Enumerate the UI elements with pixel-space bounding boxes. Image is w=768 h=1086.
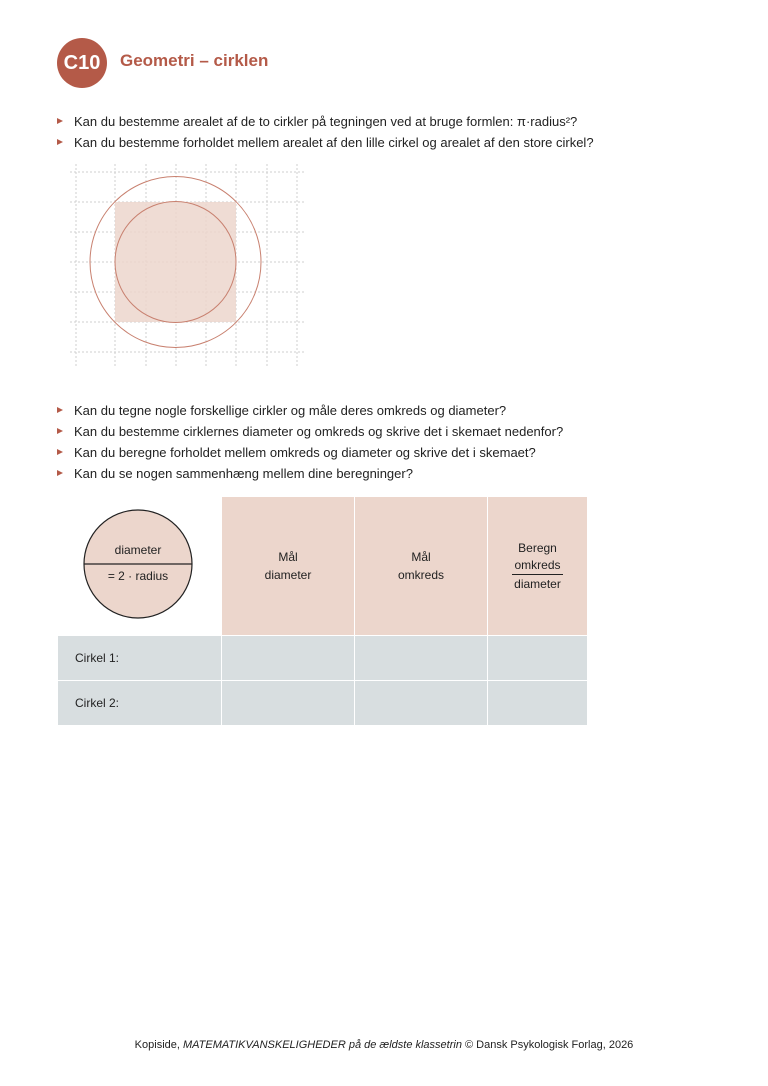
shaded-square — [115, 202, 236, 322]
chapter-badge: C10 — [57, 38, 107, 88]
question-text: Kan du bestemme cirklernes diameter og omkreds og skrive det i skemaet nedenfor? — [74, 424, 564, 439]
answer-cell[interactable] — [222, 680, 355, 725]
circles-figure — [70, 164, 310, 366]
row-label: Cirkel 1: — [58, 635, 222, 680]
answer-cell[interactable] — [488, 635, 588, 680]
list-item — [57, 132, 594, 153]
answer-cell[interactable] — [355, 680, 488, 725]
diameter-label: diameter — [114, 542, 161, 557]
header-line: diameter — [264, 567, 312, 582]
header-measure-circumference — [355, 497, 488, 636]
bullet-arrow-icon — [57, 139, 63, 145]
question-text: Kan du beregne forholdet mellem omkreds og diameter og skrive det i skemaet? — [74, 445, 536, 460]
footer-book-title: MATEMATIKVANSKELIGHEDER på de ældste klassetrin — [182, 1039, 462, 1051]
list-item — [57, 111, 594, 132]
bullet-arrow-icon — [57, 407, 63, 413]
table-row — [58, 635, 588, 680]
header-line: omkreds — [397, 567, 444, 582]
radius-formula-label: = 2 · radius — [107, 568, 168, 583]
list-item — [57, 463, 563, 484]
question-text: Kan du se nogen sammenhæng mellem dine beregninger? — [74, 466, 413, 481]
answer-cell[interactable] — [488, 680, 588, 725]
answer-cell[interactable] — [222, 635, 355, 680]
fraction-denominator: diameter — [514, 576, 561, 591]
question-list-bottom — [57, 400, 563, 484]
question-list-top — [57, 111, 594, 153]
bullet-arrow-icon — [57, 449, 63, 455]
page-title: Geometri – cirklen — [120, 51, 269, 70]
question-text: Kan du tegne nogle forskellige cirkler og måle deres omkreds og diameter? — [74, 403, 507, 418]
header-line: Mål — [278, 549, 298, 564]
header-measure-diameter — [222, 497, 355, 636]
footer-copyright: © Dansk Psykologisk Forlag, 2026 — [461, 1039, 634, 1051]
page-footer — [0, 1039, 768, 1051]
bullet-arrow-icon — [57, 118, 63, 124]
worksheet-table — [57, 496, 587, 723]
header-line: Mål — [411, 549, 431, 564]
question-text: Kan du bestemme arealet af de to cirkler på tegningen ved at bruge formlen: π·radius²? — [74, 114, 578, 129]
row-label: Cirkel 2: — [58, 680, 222, 725]
footer-prefix: Kopiside, — [134, 1039, 183, 1051]
answer-cell[interactable] — [355, 635, 488, 680]
header-calculate-ratio — [488, 497, 588, 636]
fraction-numerator: omkreds — [512, 557, 562, 575]
header-line: Beregn — [518, 540, 557, 555]
list-item — [57, 421, 563, 442]
list-item — [57, 400, 563, 421]
diameter-diagram-cell — [58, 497, 222, 636]
question-text: Kan du bestemme forholdet mellem arealet af den lille cirkel og arealet af den store cirkel? — [74, 135, 594, 150]
diameter-circle-diagram — [58, 497, 222, 632]
bullet-arrow-icon — [57, 428, 63, 434]
list-item — [57, 442, 563, 463]
table-row — [58, 680, 588, 725]
bullet-arrow-icon — [57, 470, 63, 476]
